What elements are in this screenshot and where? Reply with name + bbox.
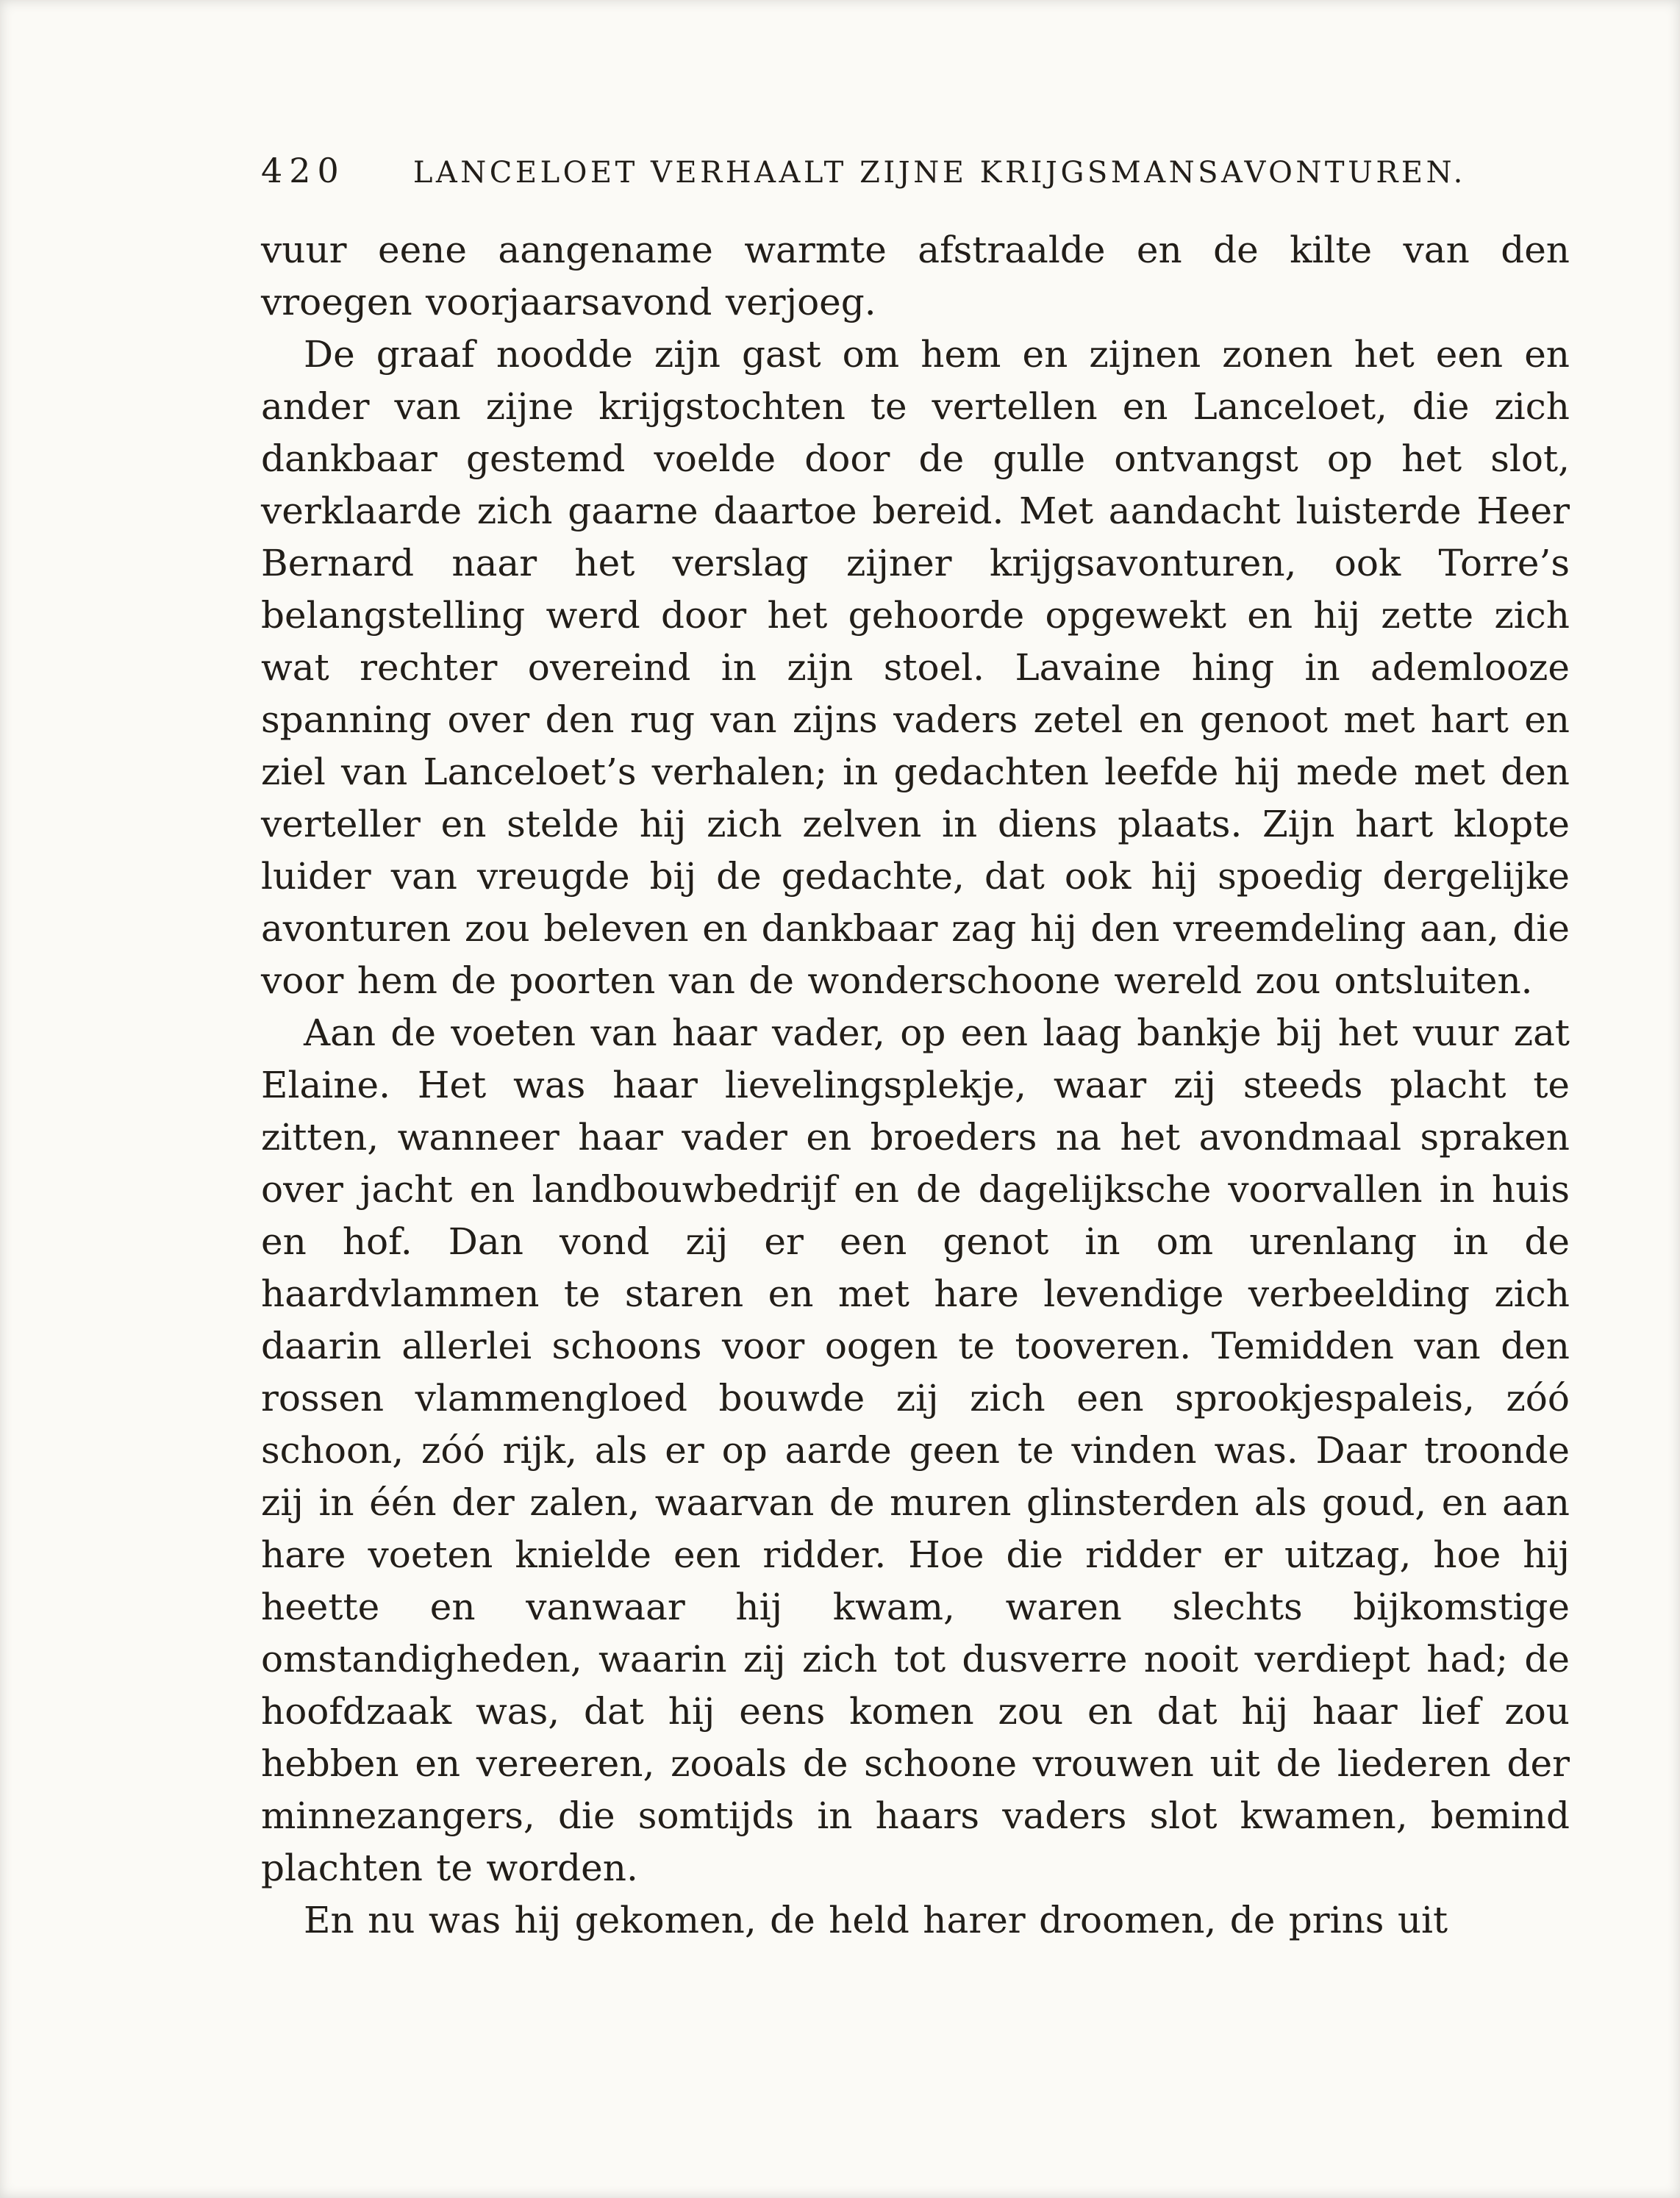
page-number: 420: [261, 151, 346, 190]
paragraph: Aan de voeten van haar vader, op een laag bankje bij het vuur zat Elaine. Het was haar lievelingsplekje, waar zij steeds placht te zitten, wanneer haar vader en broeders na het avondmaal spraken over jacht en landbouwbedrijf en de dagelijksche voorvallen in huis en hof. Dan vond zij er een genot in om urenlang in de haardvlammen te staren en met hare levendige verbeelding zich daarin allerlei schoons voor oogen te tooveren. Temidden van den rossen vlammengloed bouwde zij zich een sprookjespaleis, zóó schoon, zóó rijk, als er op aarde geen te vinden was. Daar troonde zij in één der zalen, waarvan de muren glinsterden als goud, en aan hare voeten knielde een ridder. Hoe die ridder er uitzag, hoe hij heette en vanwaar hij kwam, waren slechts bijkomstige omstandigheden, waarin zij zich tot dusverre nooit verdiept had; de hoofdzaak was, dat hij eens komen zou en dat hij haar lief zou hebben en vereeren, zooals de schoone vrouwen uit de liederen der minnezangers, die somtijds in haars vaders slot kwamen, bemind plachten te worden.: [261, 1012, 1570, 1889]
text-block: [261, 151, 1570, 1947]
page-header: [261, 151, 1570, 190]
paragraph: En nu was hij gekomen, de held harer droomen, de prins uit: [304, 1899, 1448, 1941]
running-title: LANCELOET VERHAALT ZIJNE KRIJGSMANSAVONTUREN.: [412, 156, 1466, 190]
page-body: [261, 224, 1570, 1947]
paragraph: De graaf noodde zijn gast om hem en zijnen zonen het een en ander van zijne krijgstochten te vertellen en Lanceloet, die zich dankbaar gestemd voelde door de gulle ontvangst op het slot, verklaarde zich gaarne daartoe bereid. Met aandacht luisterde Heer Bernard naar het verslag zijner krijgsavonturen, ook Torre’s belangstelling werd door het gehoorde opgewekt en hij zette zich wat rechter overeind in zijn stoel. Lavaine hing in ademlooze spanning over den rug van zijns vaders zetel en genoot met hart en ziel van Lanceloet’s verhalen; in gedachten leefde hij mede met den verteller en stelde hij zich zelven in diens plaats. Zijn hart klopte luider van vreugde bij de gedachte, dat ook hij spoedig dergelijke avonturen zou beleven en dankbaar zag hij den vreemdeling aan, die voor hem de poorten van de wonderschoone wereld zou ontsluiten.: [261, 333, 1570, 1002]
paragraph-continuation: vuur eene aangename warmte afstraalde en de kilte van den vroegen voorjaarsavond verjoeg.: [261, 229, 1570, 323]
